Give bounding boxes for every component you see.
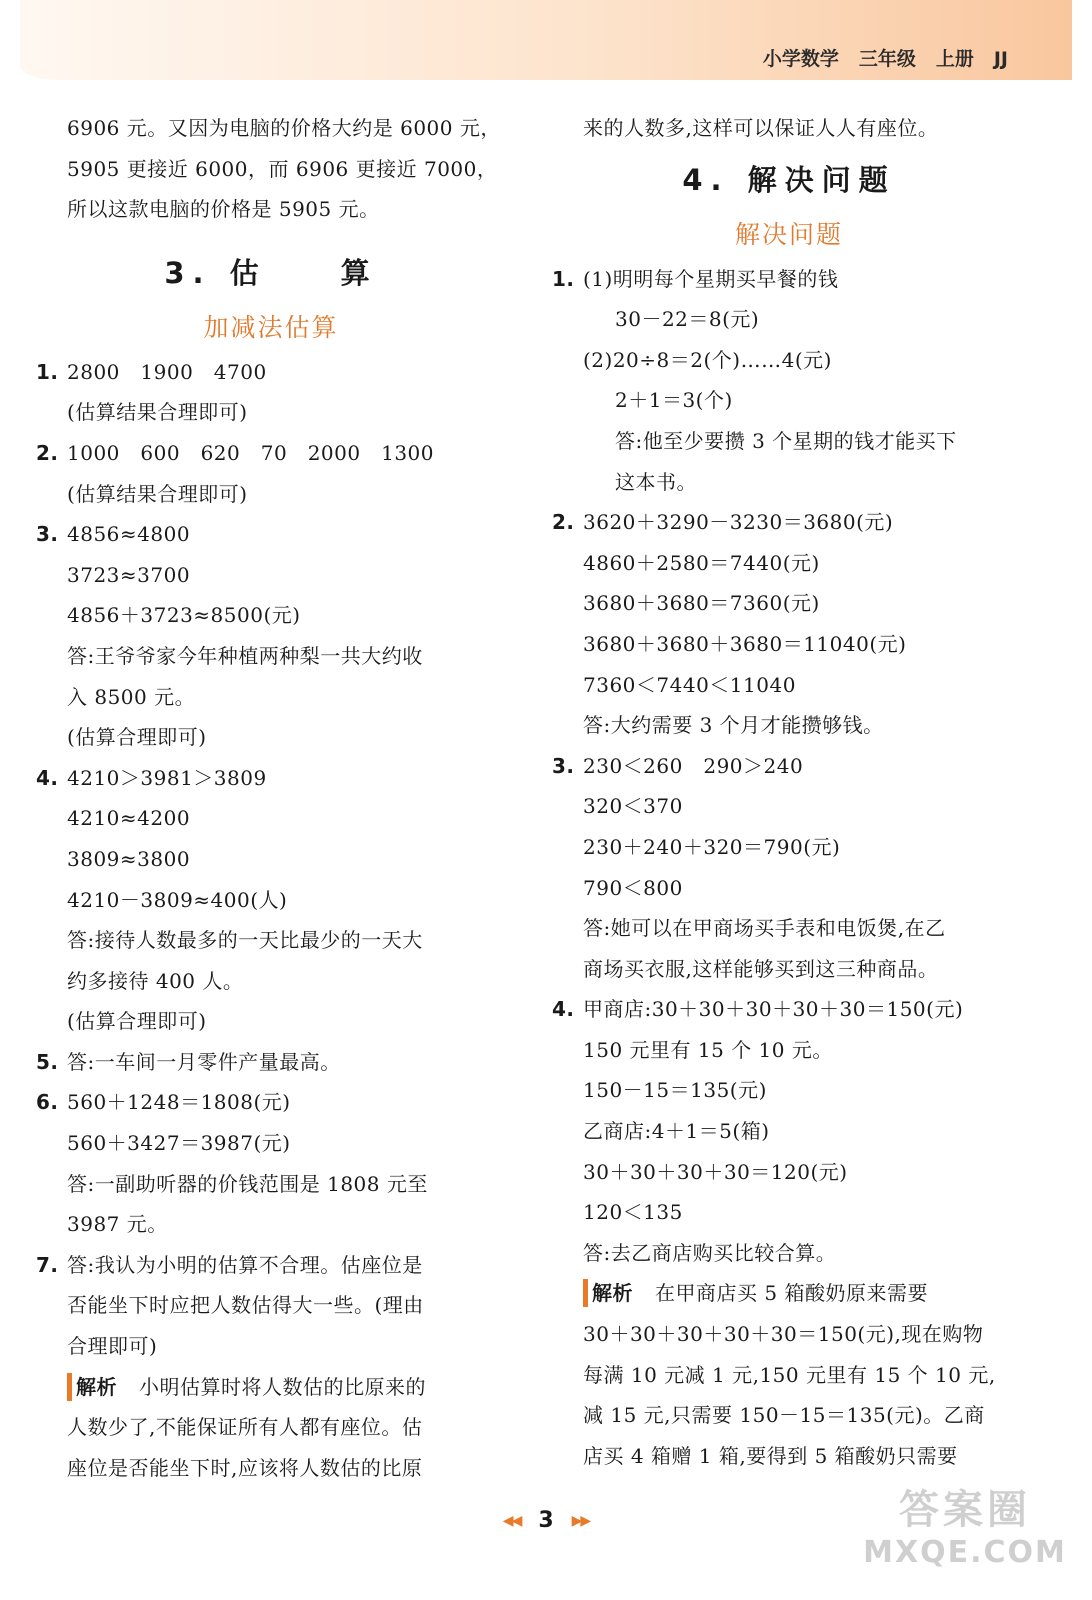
answer-line: 3680＋3680＋3680＝11040(元) <box>583 631 907 656</box>
analysis-line: 30＋30＋30＋30＋30＝150(元),现在购物 <box>583 1322 984 1347</box>
answer-line: 乙商店:4＋1＝5(箱) <box>583 1119 770 1144</box>
answer-line: 入 8500 元。 <box>67 684 196 709</box>
section-title-problem-solving: 4. 解决问题 <box>682 162 896 197</box>
answer-line: 7. 答:我认为小明的估算不合理。估座位是 <box>36 1245 506 1286</box>
analysis-line: 店买 4 箱赠 1 箱,要得到 5 箱酸奶只需要 <box>583 1443 958 1468</box>
answer-line: 4210≈4200 <box>67 806 191 831</box>
answer-line: 320＜370 <box>583 794 683 819</box>
grade-label: 三年级 <box>858 48 916 70</box>
answer-line: 这本书。 <box>615 469 697 494</box>
answer-line: 30－22＝8(元) <box>615 307 760 332</box>
answer-line: 30＋30＋30＋30＝120(元) <box>583 1159 848 1184</box>
answer-line: 5. 答:一车间一月零件产量最高。 <box>36 1042 506 1083</box>
answer-line: 3723≈3700 <box>67 562 191 587</box>
answer-line: 1. 2800 1900 4700 <box>36 352 506 393</box>
analysis-tag: 解析 <box>67 1373 125 1401</box>
answer-line: 答:她可以在甲商场买手表和电饭煲,在乙 <box>583 916 946 941</box>
answer-line: 120＜135 <box>583 1200 683 1225</box>
answer-line: (2)20÷8＝2(个)……4(元) <box>583 347 832 372</box>
answer-line: 4860＋2580＝7440(元) <box>583 550 820 575</box>
answer-note: (估算结果合理即可) <box>67 481 248 506</box>
next-arrows-icon: ▶▶ <box>571 1513 590 1529</box>
answer-line: 答:大约需要 3 个月才能攒够钱。 <box>583 713 884 738</box>
answer-line: 790＜800 <box>583 875 683 900</box>
book-info <box>743 44 1008 71</box>
right-column <box>552 108 1026 1476</box>
analysis-line: 解析 在甲商店买 5 箱酸奶原来需要 <box>552 1273 1026 1314</box>
question-number: 1. <box>36 359 59 384</box>
answer-line: 4856＋3723≈8500(元) <box>67 603 301 628</box>
answer-line: 560＋3427＝3987(元) <box>67 1131 291 1156</box>
answer-line: 2. 3620＋3290－3230＝3680(元) <box>552 502 1026 543</box>
analysis-line: 座位是否能坐下时,应该将人数估的比原 <box>67 1455 423 1480</box>
answer-line: 2. 1000 600 620 70 2000 1300 <box>36 433 506 474</box>
answer-line: 4. 甲商店:30＋30＋30＋30＋30＝150(元) <box>552 989 1026 1030</box>
answer-line: 答:他至少要攒 3 个星期的钱才能买下 <box>615 428 957 453</box>
answer-line: 230＋240＋320＝790(元) <box>583 834 841 859</box>
answer-line: 150 元里有 15 个 10 元。 <box>583 1037 833 1062</box>
question-number: 3. <box>552 753 575 778</box>
answer-line: 答:接待人数最多的一天比最少的一天大 <box>67 928 423 953</box>
answer-line: 4210－3809≈400(人) <box>67 887 288 912</box>
subject-label: 小学数学 <box>762 48 839 70</box>
answer-line: 商场买衣服,这样能够买到这三种商品。 <box>583 956 939 981</box>
watermark-top: 答案圈 <box>899 1487 1031 1533</box>
analysis-line: 每满 10 元减 1 元,150 元里有 15 个 10 元, <box>583 1362 996 1387</box>
question-number: 7. <box>36 1252 59 1277</box>
answer-line: 4. 4210＞3981＞3809 <box>36 758 506 799</box>
intro-line: 6906 元。又因为电脑的价格大约是 6000 元， <box>67 116 501 140</box>
section-title-estimation: 3. 估 算 <box>164 255 378 290</box>
answer-line: 约多接待 400 人。 <box>67 968 244 993</box>
question-number: 3. <box>36 522 59 547</box>
answer-line: 7360＜7440＜11040 <box>583 672 796 697</box>
question-number: 5. <box>36 1049 59 1074</box>
left-column <box>36 108 506 1488</box>
answer-line: 3. 230＜260 290＞240 <box>552 746 1026 787</box>
question-number: 1. <box>552 266 575 291</box>
analysis-line: 减 15 元,只需要 150－15＝135(元)。乙商 <box>583 1403 985 1428</box>
page-number: 3 <box>538 1508 554 1533</box>
intro-line: 5905 更接近 6000，而 6906 更接近 7000， <box>67 156 498 181</box>
analysis-line: 人数少了,不能保证所有人都有座位。估 <box>67 1415 423 1440</box>
answer-line: 答:去乙商店购买比较合算。 <box>583 1240 837 1265</box>
answer-line: 3987 元。 <box>67 1212 168 1237</box>
question-number: 4. <box>36 765 59 790</box>
answer-line: 150－15＝135(元) <box>583 1078 767 1103</box>
prev-arrows-icon: ◀◀ <box>502 1513 521 1529</box>
answer-note: (估算结果合理即可) <box>67 400 248 425</box>
question-number: 6. <box>36 1090 59 1115</box>
subsection-title-add-sub-estimation: 加减法估算 <box>203 312 339 342</box>
volume-label: 上册 <box>935 48 974 70</box>
answer-line: 3809≈3800 <box>67 846 191 871</box>
analysis-tag: 解析 <box>583 1279 641 1307</box>
answer-line: 1. (1)明明每个星期买早餐的钱 <box>552 259 1026 300</box>
answer-line: 否能坐下时应把人数估得大一些。(理由 <box>67 1293 424 1318</box>
answer-line: 6. 560＋1248＝1808(元) <box>36 1082 506 1123</box>
answer-note: (估算合理即可) <box>67 1009 207 1034</box>
answer-line: 答:王爷爷家今年种植两种梨一共大约收 <box>67 643 423 668</box>
answer-line: 答:一副助听器的价钱范围是 1808 元至 <box>67 1171 428 1196</box>
edition-label: JJ <box>993 48 1008 70</box>
question-number: 2. <box>36 440 59 465</box>
intro-line: 所以这款电脑的价格是 5905 元。 <box>67 197 380 222</box>
question-number: 2. <box>552 510 575 535</box>
answer-line: 3680＋3680＝7360(元) <box>583 591 820 616</box>
answer-line: 3. 4856≈4800 <box>36 514 506 555</box>
watermark-logo <box>860 1478 1070 1594</box>
subsection-title-problem-solving: 解决问题 <box>734 219 843 249</box>
answer-line: 2＋1＝3(个) <box>615 388 733 413</box>
continued-line: 来的人数多,这样可以保证人人有座位。 <box>583 116 939 140</box>
watermark-url: MXQE.COM <box>863 1535 1067 1570</box>
answer-note: (估算合理即可) <box>67 725 207 750</box>
analysis-line: 解析 小明估算时将人数估的比原来的 <box>36 1367 506 1408</box>
answer-line: 合理即可) <box>67 1334 158 1359</box>
question-number: 4. <box>552 997 575 1022</box>
